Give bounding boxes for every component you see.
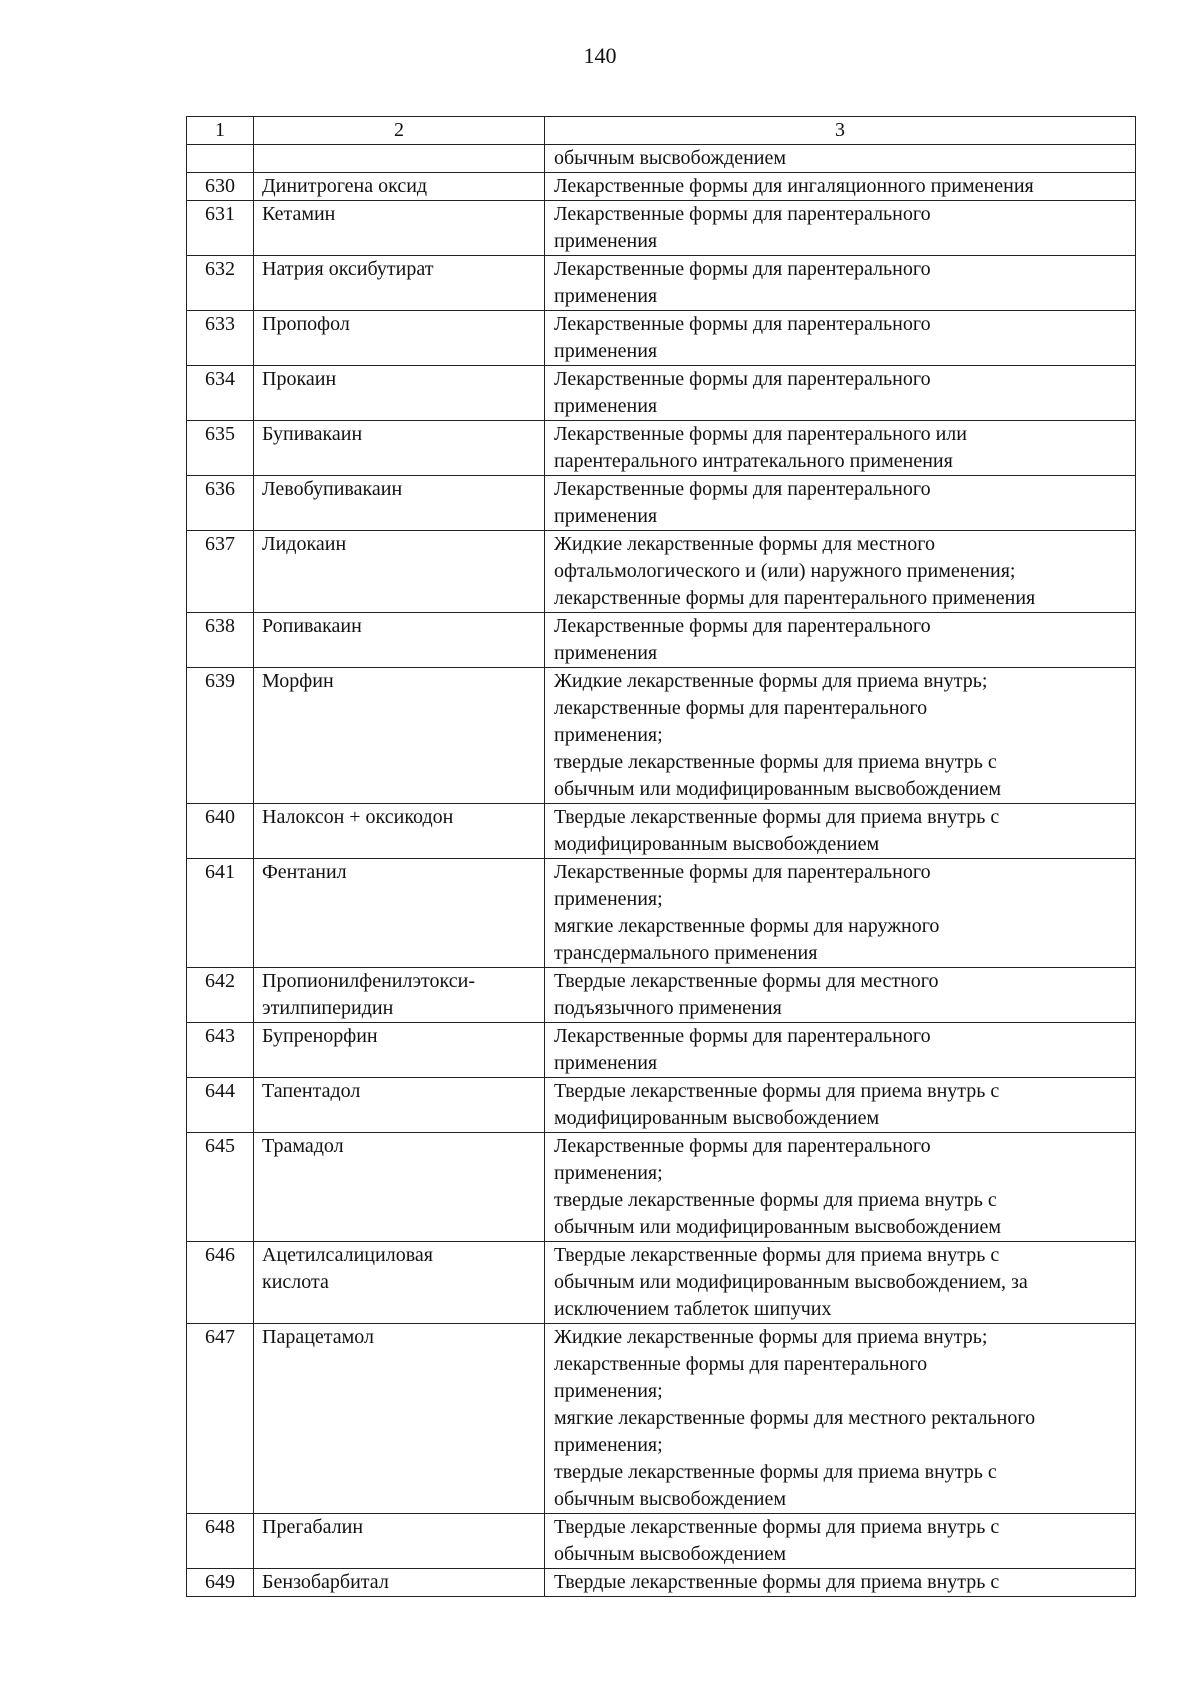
dosage-form-line: применения (554, 395, 658, 417)
table-row (187, 1023, 1136, 1078)
dosage-form-line: Твердые лекарственные формы для приема внутрь с (554, 1080, 1000, 1102)
dosage-form-line: применения; (554, 1162, 663, 1184)
drug-name-cell (254, 1569, 545, 1597)
drug-name-cell (254, 859, 545, 968)
dosage-form-line: обычным или модифицированным высвобождением, за (554, 1271, 1028, 1293)
dosage-form-line: применения; (554, 888, 663, 910)
row-number-cell: 634 (187, 366, 254, 421)
row-number-cell: 640 (187, 804, 254, 859)
dosage-forms-cell (545, 531, 1136, 613)
dosage-form-line: Лекарственные формы для парентерального (554, 861, 931, 883)
column-header-3: 3 (545, 117, 1136, 145)
table-row (187, 173, 1136, 201)
row-number-cell: 648 (187, 1514, 254, 1569)
dosage-forms-cell (545, 1133, 1136, 1242)
table-row (187, 968, 1136, 1023)
dosage-forms-cell (545, 256, 1136, 311)
dosage-forms-cell (545, 173, 1136, 201)
dosage-forms-cell (545, 1324, 1136, 1514)
dosage-form-line: мягкие лекарственные формы для местного ректального (554, 1407, 1036, 1429)
row-number-cell: 643 (187, 1023, 254, 1078)
dosage-forms-cell (545, 668, 1136, 804)
table-row (187, 1514, 1136, 1569)
drug-name-line: Динитрогена оксид (262, 175, 428, 197)
drug-name-line: Прокаин (262, 368, 337, 390)
dosage-form-line: модифицированным высвобождением (554, 833, 880, 855)
drug-name-line: Кетамин (262, 203, 336, 225)
table-row (187, 476, 1136, 531)
dosage-form-line: обычным высвобождением (554, 147, 787, 169)
dosage-form-line: модифицированным высвобождением (554, 1107, 880, 1129)
row-number-cell: 631 (187, 201, 254, 256)
table-header-row (187, 117, 1136, 145)
drug-name-cell (254, 531, 545, 613)
row-number-cell: 632 (187, 256, 254, 311)
table-body (187, 145, 1136, 1597)
dosage-form-line: Твердые лекарственные формы для приема внутрь с (554, 806, 1000, 828)
dosage-form-line: Твердые лекарственные формы для приема внутрь с (554, 1571, 1000, 1593)
table-row (187, 421, 1136, 476)
dosage-form-line: лекарственные формы для парентерального применения (554, 587, 1036, 609)
row-number-cell: 638 (187, 613, 254, 668)
row-number-cell: 637 (187, 531, 254, 613)
drug-name-line: Морфин (262, 670, 334, 692)
dosage-form-line: Лекарственные формы для ингаляционного применения (554, 175, 1034, 197)
row-number-cell (187, 145, 254, 173)
dosage-forms-cell (545, 613, 1136, 668)
drug-name-line: Натрия оксибутират (262, 258, 434, 280)
drug-name-line: Левобупивакаин (262, 478, 403, 500)
dosage-form-line: Лекарственные формы для парентерального (554, 1025, 931, 1047)
dosage-form-line: Твердые лекарственные формы для приема внутрь с (554, 1244, 1000, 1266)
drug-name-cell (254, 968, 545, 1023)
table-row (187, 859, 1136, 968)
dosage-form-line: офтальмологического и (или) наружного применения; (554, 560, 1016, 582)
dosage-form-line: Жидкие лекарственные формы для местного (554, 533, 935, 555)
drug-name-line: Ропивакаин (262, 615, 362, 637)
drug-name-cell (254, 1133, 545, 1242)
drug-name-line: Фентанил (262, 861, 347, 883)
table-row (187, 1133, 1136, 1242)
dosage-forms-cell (545, 366, 1136, 421)
dosage-form-line: Лекарственные формы для парентерального (554, 478, 931, 500)
drug-name-cell (254, 366, 545, 421)
table-row (187, 311, 1136, 366)
dosage-form-line: Лекарственные формы для парентерального (554, 258, 931, 280)
dosage-form-line: мягкие лекарственные формы для наружного (554, 915, 940, 937)
drug-name-cell (254, 804, 545, 859)
row-number-cell: 639 (187, 668, 254, 804)
dosage-form-line: применения (554, 285, 658, 307)
dosage-form-line: применения (554, 340, 658, 362)
drug-name-line: Пропионилфенилэтокси- (262, 970, 475, 992)
dosage-form-line: обычным высвобождением (554, 1488, 787, 1510)
drug-name-cell (254, 476, 545, 531)
drug-name-cell (254, 201, 545, 256)
table-row (187, 1242, 1136, 1324)
row-number-cell: 636 (187, 476, 254, 531)
dosage-forms-cell (545, 476, 1136, 531)
table-row (187, 1569, 1136, 1597)
row-number-cell: 645 (187, 1133, 254, 1242)
dosage-form-line: обычным или модифицированным высвобождением (554, 1216, 1001, 1238)
dosage-form-line: применения; (554, 1380, 663, 1402)
dosage-forms-cell (545, 1569, 1136, 1597)
drug-name-line: Ацетилсалициловая (262, 1244, 433, 1266)
drug-name-cell (254, 613, 545, 668)
dosage-form-line: Жидкие лекарственные формы для приема внутрь; (554, 670, 988, 692)
table-row (187, 668, 1136, 804)
table-row (187, 804, 1136, 859)
row-number-cell: 641 (187, 859, 254, 968)
dosage-form-line: Твердые лекарственные формы для приема внутрь с (554, 1516, 1000, 1538)
drug-name-cell (254, 256, 545, 311)
dosage-form-line: применения (554, 1052, 658, 1074)
row-number-cell: 647 (187, 1324, 254, 1514)
dosage-form-line: парентерального интратекального применения (554, 450, 953, 472)
dosage-form-line: Твердые лекарственные формы для местного (554, 970, 939, 992)
drug-name-line: Пропофол (262, 313, 350, 335)
drug-name-line: Парацетамол (262, 1326, 375, 1348)
row-number-cell: 646 (187, 1242, 254, 1324)
drug-name-cell (254, 145, 545, 173)
row-number-cell: 644 (187, 1078, 254, 1133)
dosage-forms-cell (545, 968, 1136, 1023)
dosage-forms-cell (545, 1078, 1136, 1133)
dosage-form-line: Лекарственные формы для парентерального или (554, 423, 967, 445)
dosage-form-line: твердые лекарственные формы для приема внутрь с (554, 1461, 997, 1483)
drug-name-line: Бупивакаин (262, 423, 363, 445)
dosage-forms-cell (545, 1242, 1136, 1324)
drug-name-line: этилпиперидин (262, 997, 394, 1019)
drug-name-cell (254, 311, 545, 366)
table-row (187, 1078, 1136, 1133)
dosage-forms-cell (545, 1023, 1136, 1078)
dosage-form-line: Лекарственные формы для парентерального (554, 313, 931, 335)
dosage-form-line: подъязычного применения (554, 997, 782, 1019)
dosage-form-line: исключением таблеток шипучих (554, 1298, 832, 1320)
dosage-form-line: применения (554, 642, 658, 664)
drug-name-cell (254, 668, 545, 804)
table-row (187, 366, 1136, 421)
table-row (187, 613, 1136, 668)
dosage-form-line: Лекарственные формы для парентерального (554, 203, 931, 225)
dosage-form-line: Лекарственные формы для парентерального (554, 615, 931, 637)
drug-name-cell (254, 1514, 545, 1569)
dosage-form-line: применения; (554, 1434, 663, 1456)
dosage-forms-cell (545, 421, 1136, 476)
dosage-form-line: Лекарственные формы для парентерального (554, 1135, 931, 1157)
drug-name-line: Бупренорфин (262, 1025, 378, 1047)
drug-name-cell (254, 1023, 545, 1078)
table-row (187, 531, 1136, 613)
column-header-1: 1 (187, 117, 254, 145)
drug-name-line: Тапентадол (262, 1080, 361, 1102)
row-number-cell: 630 (187, 173, 254, 201)
dosage-form-line: лекарственные формы для парентерального (554, 1353, 928, 1375)
table-row (187, 256, 1136, 311)
dosage-forms-cell (545, 145, 1136, 173)
drug-name-line: кислота (262, 1271, 329, 1293)
row-number-cell: 633 (187, 311, 254, 366)
dosage-forms-cell (545, 859, 1136, 968)
drug-name-line: Прегабалин (262, 1516, 364, 1538)
page-number: 140 (583, 43, 617, 68)
dosage-forms-cell (545, 311, 1136, 366)
dosage-form-line: применения; (554, 724, 663, 746)
dosage-form-line: твердые лекарственные формы для приема внутрь с (554, 751, 997, 773)
drug-name-cell (254, 1078, 545, 1133)
dosage-form-line: твердые лекарственные формы для приема внутрь с (554, 1189, 997, 1211)
drug-name-line: Лидокаин (262, 533, 347, 555)
drug-table (186, 116, 1136, 1597)
column-header-2: 2 (254, 117, 545, 145)
drug-name-line: Налоксон + оксикодон (262, 806, 454, 828)
dosage-form-line: обычным или модифицированным высвобождением (554, 778, 1001, 800)
row-number-cell: 635 (187, 421, 254, 476)
row-number-cell: 649 (187, 1569, 254, 1597)
row-number-cell: 642 (187, 968, 254, 1023)
dosage-form-line: обычным высвобождением (554, 1543, 787, 1565)
table-row (187, 145, 1136, 173)
drug-name-cell (254, 173, 545, 201)
table-row (187, 1324, 1136, 1514)
drug-name-cell (254, 1242, 545, 1324)
dosage-forms-cell (545, 1514, 1136, 1569)
dosage-form-line: лекарственные формы для парентерального (554, 697, 928, 719)
dosage-form-line: Жидкие лекарственные формы для приема внутрь; (554, 1326, 988, 1348)
drug-name-cell (254, 421, 545, 476)
dosage-form-line: применения (554, 230, 658, 252)
drug-name-line: Бензобарбитал (262, 1571, 389, 1593)
drug-name-line: Трамадол (262, 1135, 344, 1157)
dosage-form-line: трансдермального применения (554, 942, 818, 964)
dosage-forms-cell (545, 804, 1136, 859)
dosage-form-line: Лекарственные формы для парентерального (554, 368, 931, 390)
drug-name-cell (254, 1324, 545, 1514)
table-row (187, 201, 1136, 256)
dosage-forms-cell (545, 201, 1136, 256)
dosage-form-line: применения (554, 505, 658, 527)
